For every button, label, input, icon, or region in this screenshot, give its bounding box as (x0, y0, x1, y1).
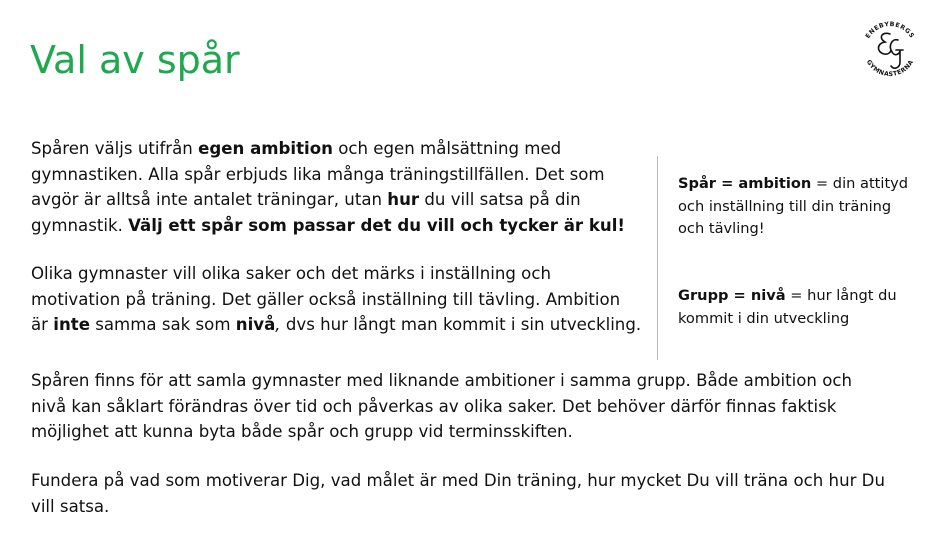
emphasis-text: Välj ett spår som passar det du vill och tycker är kul! (128, 215, 625, 235)
body-text: och egen målsättning med (332, 139, 562, 158)
page-title: Val av spår (30, 38, 240, 82)
side-note-grupp (678, 285, 928, 330)
body-text: Spåren väljs utifrån (31, 139, 199, 158)
body-text: Fundera på vad som motiverar Dig, vad målet är med Din träning, hur mycket Du vill träna och hur Du (31, 471, 885, 490)
logo-monogram (878, 33, 903, 68)
body-text: möjlighet att kunna byta både spår och grupp vid terminsskiften. (31, 422, 573, 441)
body-text: avgör är alltså inte antalet träningar, utan (31, 190, 388, 209)
body-text: vill satsa. (31, 496, 110, 516)
emphasis-text: inte (53, 315, 90, 334)
side-note-spar (678, 173, 928, 241)
paragraph-ambition (31, 136, 651, 238)
emphasis-text: egen ambition (198, 139, 333, 158)
emphasis-text: Spår = ambition (678, 175, 812, 192)
logo-text-top: ENEBYBERGS (864, 20, 916, 40)
emphasis-text: Grupp = nivå (678, 287, 786, 304)
club-logo (858, 14, 922, 86)
paragraph-reflect (31, 468, 921, 519)
emphasis-text: hur (387, 190, 420, 209)
body-text: Spåren finns för att samla gymnaster med liknande ambitioner i samma grupp. Både ambition och (31, 371, 852, 390)
svg-text:ENEBYBERGS (864, 21, 915, 40)
body-text: dvs hur långt man kommit i sin utveckling. (280, 315, 642, 334)
body-text: och inställning till din träning (678, 197, 892, 215)
body-text: kommit i din utveckling (678, 309, 850, 327)
body-text: gymnastik. (31, 215, 129, 235)
svg-text:GYMNASTERNA (865, 59, 915, 78)
body-text: är (31, 315, 54, 334)
paragraph-groups (31, 368, 921, 445)
vertical-divider (657, 156, 658, 360)
body-text: , (275, 315, 281, 334)
body-text: och tävling! (678, 220, 765, 237)
paragraph-motivation (31, 261, 651, 338)
body-text: samma sak som (89, 315, 236, 334)
body-text: motivation på träning. Det gäller också inställning till tävling. Ambition (31, 289, 621, 309)
body-text: = din attityd (811, 175, 909, 192)
body-text: Olika gymnaster vill olika saker och det märks i inställning och (31, 264, 551, 283)
logo-text-bottom: GYMNASTERNA (864, 58, 916, 79)
body-text: gymnastiken. Alla spår erbjuds lika många träningstillfällen. Det som (31, 164, 605, 184)
body-text: du vill satsa på din (419, 190, 581, 209)
body-text: nivå kan såklart förändras över tid och påverkas av olika saker. Det behöver därför finnas faktisk (31, 396, 837, 416)
emphasis-text: nivå (235, 315, 276, 334)
body-text: = hur långt du (785, 287, 897, 304)
